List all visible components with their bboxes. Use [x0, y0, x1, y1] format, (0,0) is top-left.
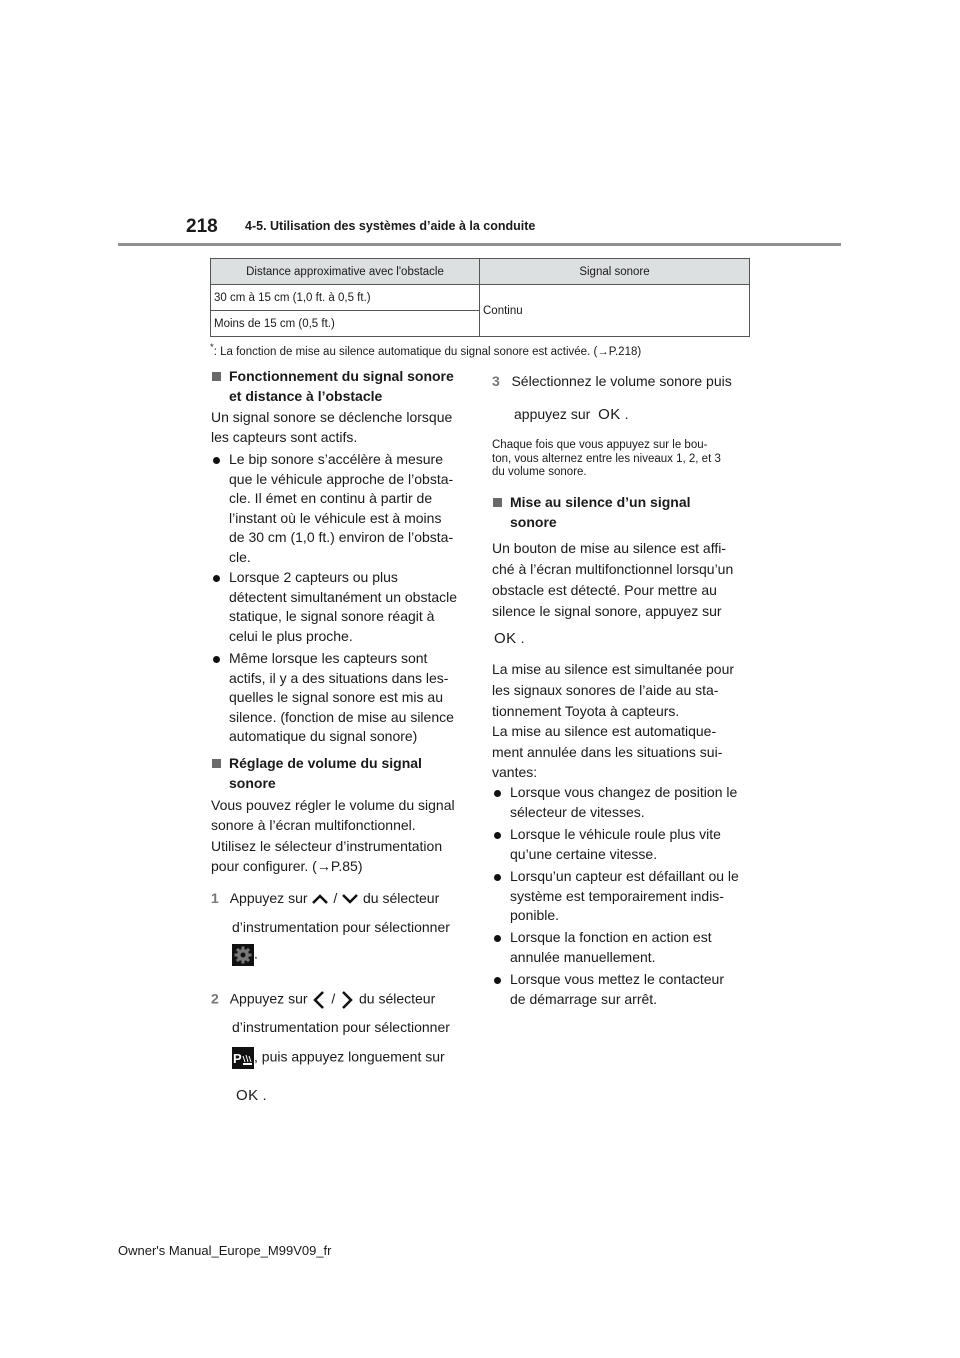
step-text: Sélectionnez le volume sonore puis — [511, 373, 732, 389]
text-line: Un signal sonore se déclenche lorsque — [211, 409, 453, 425]
separator: / — [331, 990, 336, 1007]
text-line: automatique du signal sonore) — [229, 728, 418, 744]
step-text: , puis appuyez longuement sur — [254, 1048, 445, 1065]
gear-icon — [232, 944, 254, 966]
step-text: du sélecteur — [362, 890, 440, 906]
text-line: Lorsque 2 capteurs ou plus — [229, 569, 398, 585]
chevron-up-icon — [311, 893, 329, 905]
text-line: sélecteur de vitesses. — [510, 803, 645, 820]
text-line: Réglage de volume du signal — [229, 755, 422, 771]
bullet-icon — [494, 977, 501, 984]
text-line: Fonctionnement du signal sonore — [229, 368, 454, 384]
bullet-icon — [494, 935, 501, 942]
note — [492, 439, 721, 480]
step-3-line2 — [514, 406, 629, 423]
separator: / — [333, 890, 338, 906]
page-number: 218 — [186, 216, 218, 237]
period: . — [624, 406, 629, 422]
footer-text: Owner's Manual_Europe_M99V09_fr — [118, 1243, 332, 1258]
text-line: système est temporairement indis- — [510, 887, 724, 904]
text-line: cle. Il émet en continu à partir de — [229, 490, 433, 506]
step-number: 2 — [211, 990, 219, 1007]
text-line: Chaque fois que vous appuyez sur le bou- — [492, 439, 708, 451]
text-line: quelles le signal sonore est mis au — [229, 689, 444, 705]
ok-button-icon: OK — [494, 630, 517, 647]
bullet-item — [510, 783, 737, 822]
chevron-down-icon — [341, 893, 359, 905]
bullet-item — [229, 568, 457, 646]
text-line: Lorsqu’un capteur est défaillant ou le — [510, 868, 739, 884]
bullet-item — [229, 649, 454, 747]
text-line: silence le signal sonore, appuyez sur — [492, 603, 722, 619]
bullet-item — [510, 867, 739, 926]
parking-sensor-icon — [232, 1047, 254, 1069]
text-line: cle. — [229, 548, 251, 565]
text-line: ponible. — [510, 907, 560, 923]
step-text: d’instrumentation pour sélectionner — [232, 919, 450, 935]
heading-mute-signal — [510, 493, 691, 532]
period: . — [262, 1087, 267, 1103]
text-line: Mise au silence d’un signal — [510, 494, 691, 510]
step-text: Appuyez sur — [229, 890, 308, 906]
step-text: d’instrumentation pour sélectionner — [232, 1019, 450, 1035]
ok-button-icon: OK — [598, 406, 621, 423]
text-line: les capteurs sont actifs. — [211, 428, 358, 445]
text-line: La mise au silence est automatique- — [492, 723, 717, 739]
header-rule — [118, 243, 841, 246]
step-text: Appuyez sur — [229, 990, 308, 1007]
table-header: Distance approximative avec l'obstacle — [211, 259, 480, 285]
footnote-mark: * — [210, 342, 214, 353]
text-line: les signaux sonores de l’aide au sta- — [492, 682, 719, 698]
paragraph — [211, 837, 442, 876]
text-line: détectent simultanément un obstacle — [229, 588, 458, 605]
text-line: obstacle est détecté. Pour mettre au — [492, 582, 717, 598]
text-line: ché à l’écran multifonctionnel lorsqu’un — [492, 561, 734, 577]
bullet-icon — [494, 790, 501, 797]
paragraph — [211, 796, 455, 835]
step-1-icon-line — [232, 944, 258, 966]
text-line: de démarrage sur arrêt. — [510, 990, 658, 1007]
text-line: Lorsque la fonction en action est — [510, 929, 712, 945]
text-line: statique, le signal sonore réagit à — [229, 608, 435, 624]
text-line: que le véhicule approche de l’obsta- — [229, 470, 454, 487]
paragraph — [211, 408, 452, 447]
svg-text:P: P — [233, 1051, 242, 1066]
text-line: Lorsque vous changez de position le — [510, 784, 738, 800]
text-line: sonore à l’écran multifonctionnel. — [211, 816, 416, 833]
text-line: sonore — [510, 513, 557, 530]
bullet-item — [510, 928, 712, 967]
period: . — [520, 630, 525, 646]
heading-signal-operation — [229, 367, 454, 406]
table-header: Signal sonore — [480, 259, 750, 285]
step-text: appuyez sur — [514, 406, 591, 422]
text-line: La mise au silence est simultanée pour — [492, 661, 735, 677]
square-bullet-icon — [212, 759, 221, 768]
footnote-text: : La fonction de mise au silence automatique du signal sonore est activée. (→P.218) — [213, 345, 642, 358]
table-cell: Continu — [480, 285, 750, 337]
text-line: Utilisez le sélecteur d’instrumentation — [211, 838, 443, 854]
footnote — [210, 342, 641, 358]
table-cell: Moins de 15 cm (0,5 ft.) — [211, 311, 480, 337]
chevron-left-icon — [311, 990, 327, 1010]
step-1 — [211, 890, 439, 906]
text-line: pour configurer. (→P.85) — [211, 857, 363, 874]
text-line: sonore — [229, 774, 276, 791]
text-line: Lorsque vous mettez le contacteur — [510, 971, 725, 987]
step-2-icon-line — [232, 1047, 445, 1069]
text-line: annulée manuellement. — [510, 948, 656, 965]
text-line: vantes: — [492, 764, 538, 780]
paragraph — [492, 659, 734, 722]
square-bullet-icon — [212, 372, 221, 381]
bullet-item — [510, 825, 721, 864]
text-line: Vous pouvez régler le volume du signal — [211, 797, 455, 813]
step-2-ok-line — [236, 1087, 266, 1104]
heading-volume-setting — [229, 754, 422, 793]
text-line: et distance à l’obstacle — [229, 387, 383, 404]
period: . — [254, 945, 258, 962]
step-number: 3 — [492, 373, 500, 389]
bullet-item — [510, 970, 724, 1009]
distance-signal-table — [210, 258, 750, 337]
step-text: du sélecteur — [358, 990, 436, 1007]
bullet-icon — [494, 832, 501, 839]
mute-ok-line — [494, 630, 524, 647]
text-line: actifs, il y a des situations dans les- — [229, 669, 449, 686]
text-line: Un bouton de mise au silence est affi- — [492, 540, 726, 556]
bullet-item — [229, 450, 453, 567]
text-line: Même lorsque les capteurs sont — [229, 650, 428, 666]
text-line: qu’une certaine vitesse. — [510, 845, 658, 862]
paragraph — [492, 721, 722, 783]
step-number: 1 — [211, 890, 219, 906]
text-line: l’instant où le véhicule est à moins — [229, 509, 442, 526]
text-line: ment annulée dans les situations sui- — [492, 743, 723, 760]
bullet-icon — [213, 457, 220, 464]
text-line: de 30 cm (1,0 ft.) environ de l’obsta- — [229, 529, 454, 545]
text-line: celui le plus proche. — [229, 627, 353, 644]
text-line: Le bip sonore s’accélère à mesure — [229, 451, 444, 467]
bullet-icon — [213, 575, 220, 582]
text-line: tionnement Toyota à capteurs. — [492, 703, 680, 719]
text-line: silence. (fonction de mise au silence — [229, 708, 454, 725]
table-cell: 30 cm à 15 cm (1,0 ft. à 0,5 ft.) — [211, 285, 480, 311]
step-2 — [211, 990, 435, 1010]
square-bullet-icon — [493, 498, 502, 507]
text-line: Lorsque le véhicule roule plus vite — [510, 826, 721, 842]
section-title: 4-5. Utilisation des systèmes d’aide à la conduite — [245, 219, 536, 233]
text-line: ton, vous alternez entre les niveaux 1, 2, et 3 — [492, 452, 721, 465]
ok-button-icon: OK — [236, 1087, 259, 1104]
step-3 — [492, 373, 732, 389]
bullet-icon — [494, 874, 501, 881]
bullet-icon — [213, 656, 220, 663]
chevron-right-icon — [339, 990, 355, 1010]
paragraph — [492, 538, 733, 622]
text-line: du volume sonore. — [492, 466, 587, 478]
